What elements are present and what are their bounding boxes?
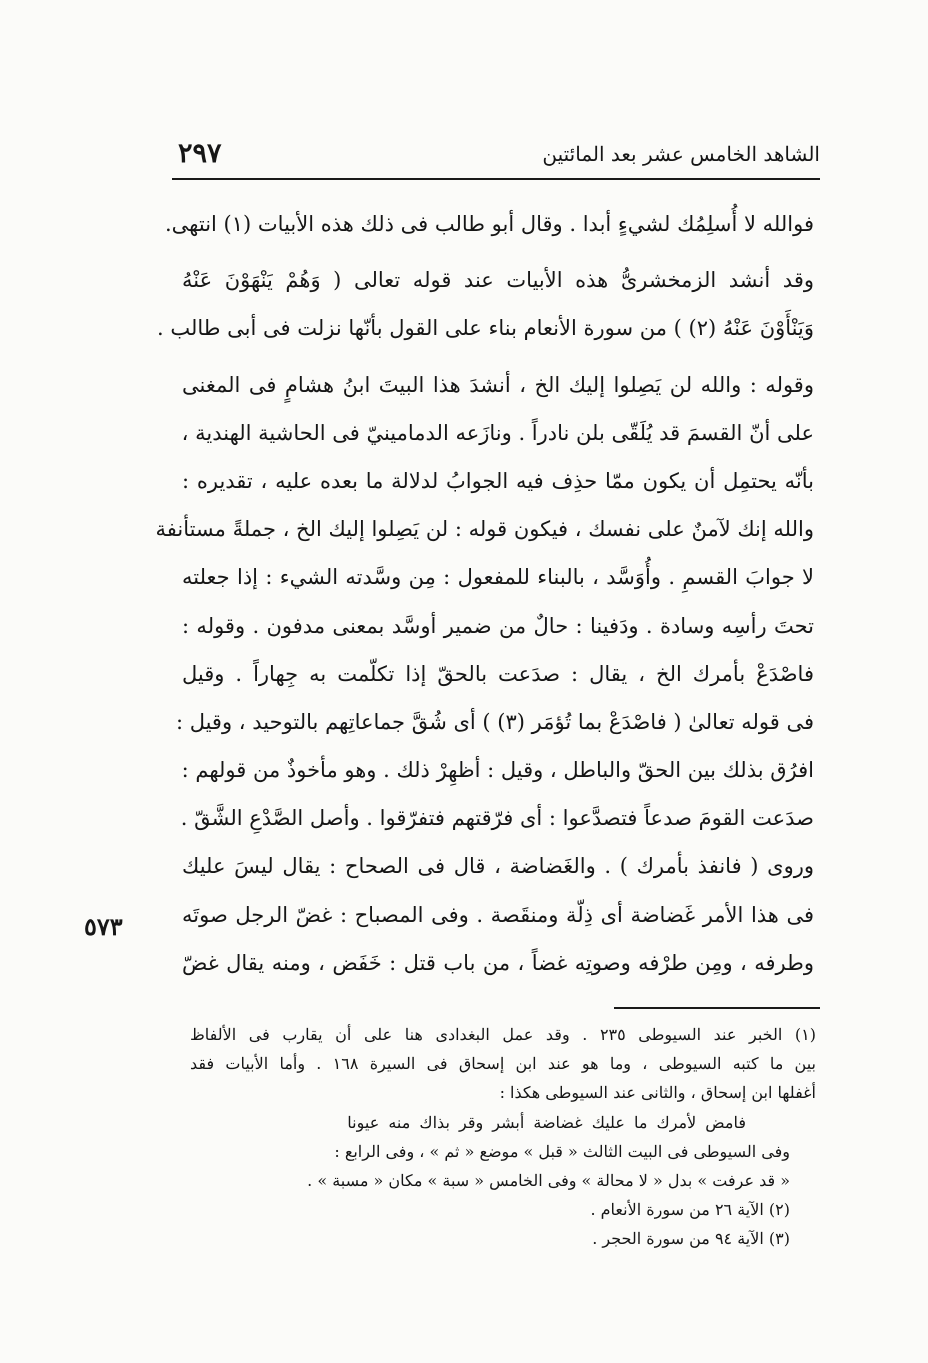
text-line: فى قوله تعالىٰ ( فاصْدَعْ بما تُؤمَر (٣) ) أى شُقَّ جماعاتِهم بالتوحيد ، وقيل : — [175, 709, 814, 734]
text-line: لا جوابَ القسمِ . وأُوَسَّد ، بالبناء للمفعول : مِن وسَّدته الشيء : إذا جعلته — [182, 565, 814, 590]
text-line: وقوله : والله لن يَصِلوا إليك الخ ، أنشدَ هذا البيتَ ابنُ هشامٍ فى المغنى — [182, 372, 814, 397]
text-line: بأنّه يحتمِل أن يكون ممّا حذِف فيه الجوابُ لدلالة ما بعده عليه ، تقديره : — [182, 468, 814, 493]
text-line: فاصْدَعْ بأمرك الخ ، يقال : صدَعت بالحقّ إذا تكلّمت به جِهاراً . وقيل — [182, 661, 814, 686]
text-line: صدَعت القومَ صدعاً فتصدَّعوا : أى فرّقتهم فتفرّقوا . وأصل الصَّدْعِ الشَّقّ . — [180, 806, 814, 831]
margin-number: ٥٧٣ — [84, 912, 123, 941]
text-line: وطرفه ، ومِن طرْفه وصوتِه غضاً ، من باب قتل : خَفَض ، ومنه يقال غضّ — [182, 950, 814, 975]
text-line: وقد أنشد الزمخشرىُّ هذه الأبيات عند قوله تعالى ( وَهُمْ يَنْهَوْنَ عَنْهُ — [182, 268, 814, 293]
footnotes — [190, 1020, 816, 1254]
footnote-verse: فامض لأمرك ما عليك غضاضة أبشر وقر بذاك منه عيونا — [347, 1112, 746, 1132]
main-text — [155, 200, 814, 987]
footnote-line: (٢) الآية ٢٦ من سورة الأنعام . — [590, 1200, 790, 1220]
text-line: فى هذا الأمر غَضاضة أى ذِلّة ومنقَصة . وفى المصباح : غضّ الرجل صوتَه — [182, 902, 814, 927]
text-line: على أنّ القسمَ قد يُلَقّى بلن نادراً . ونازَعه الدمامينيّ فى الحاشية الهندية ، — [181, 420, 814, 445]
footnote-rule — [614, 1007, 820, 1009]
text-line: وروى ( فانفذ بأمرك ) . والغَضاضة ، قال فى الصحاح : يقال ليسَ عليك — [182, 854, 814, 879]
text-line: والله إنك لآمنٌ على نفسك ، فيكون قوله : لن يَصِلوا إليك الخ ، جملةً مستأنفة — [155, 517, 814, 542]
text-line: فوالله لا أُسلِمُك لشيءٍ أبدا . وقال أبو طالب فى ذلك هذه الأبيات (١) انتهى. — [165, 212, 814, 236]
footnote-line: (٣) الآية ٩٤ من سورة الحجر . — [592, 1229, 790, 1249]
page-header — [172, 138, 820, 174]
footnote-line: أغفلها ابن إسحاق ، والثانى عند السيوطى هكذا : — [499, 1083, 816, 1103]
text-line: افرُق بذلك بين الحقّ والباطل ، وقيل : أظهِرْ ذلك . وهو مأخوذٌ من قولهم : — [181, 758, 814, 783]
header-rule — [172, 178, 820, 180]
footnote-line: (١) الخبر عند السيوطى ٢٣٥ . وقد عمل البغدادى هنا على أن يقارب فى الألفاظ — [190, 1025, 816, 1044]
footnote-line: بين ما كتبه السيوطى ، وما هو عند ابن إسحاق فى السيرة ١٦٨ . وأما الأبيات فقد — [190, 1054, 816, 1074]
running-title: الشاهد الخامس عشر بعد المائتين — [542, 142, 820, 166]
text-line: وَيَنْأَوْنَ عَنْهُ (٢) ) من سورة الأنعام بناء على القول بأنّها نزلت فى أبى طالب . — [157, 316, 814, 341]
footnote-line: وفى السيوطى فى البيت الثالث « قبل » موضع « ثم » ، وفى الرابع : — [334, 1141, 790, 1161]
footnote-line: « قد عرفت » بدل « لا محالة » وفى الخامس « سبة » مكان « مسبة » . — [307, 1170, 790, 1190]
text-line: تحتَ رأسِه وسادة . ودَفينا : حالٌ من ضمير أوسَّد بمعنى مدفون . وقوله : — [182, 613, 814, 638]
page-number: ٢٩٧ — [178, 138, 222, 169]
